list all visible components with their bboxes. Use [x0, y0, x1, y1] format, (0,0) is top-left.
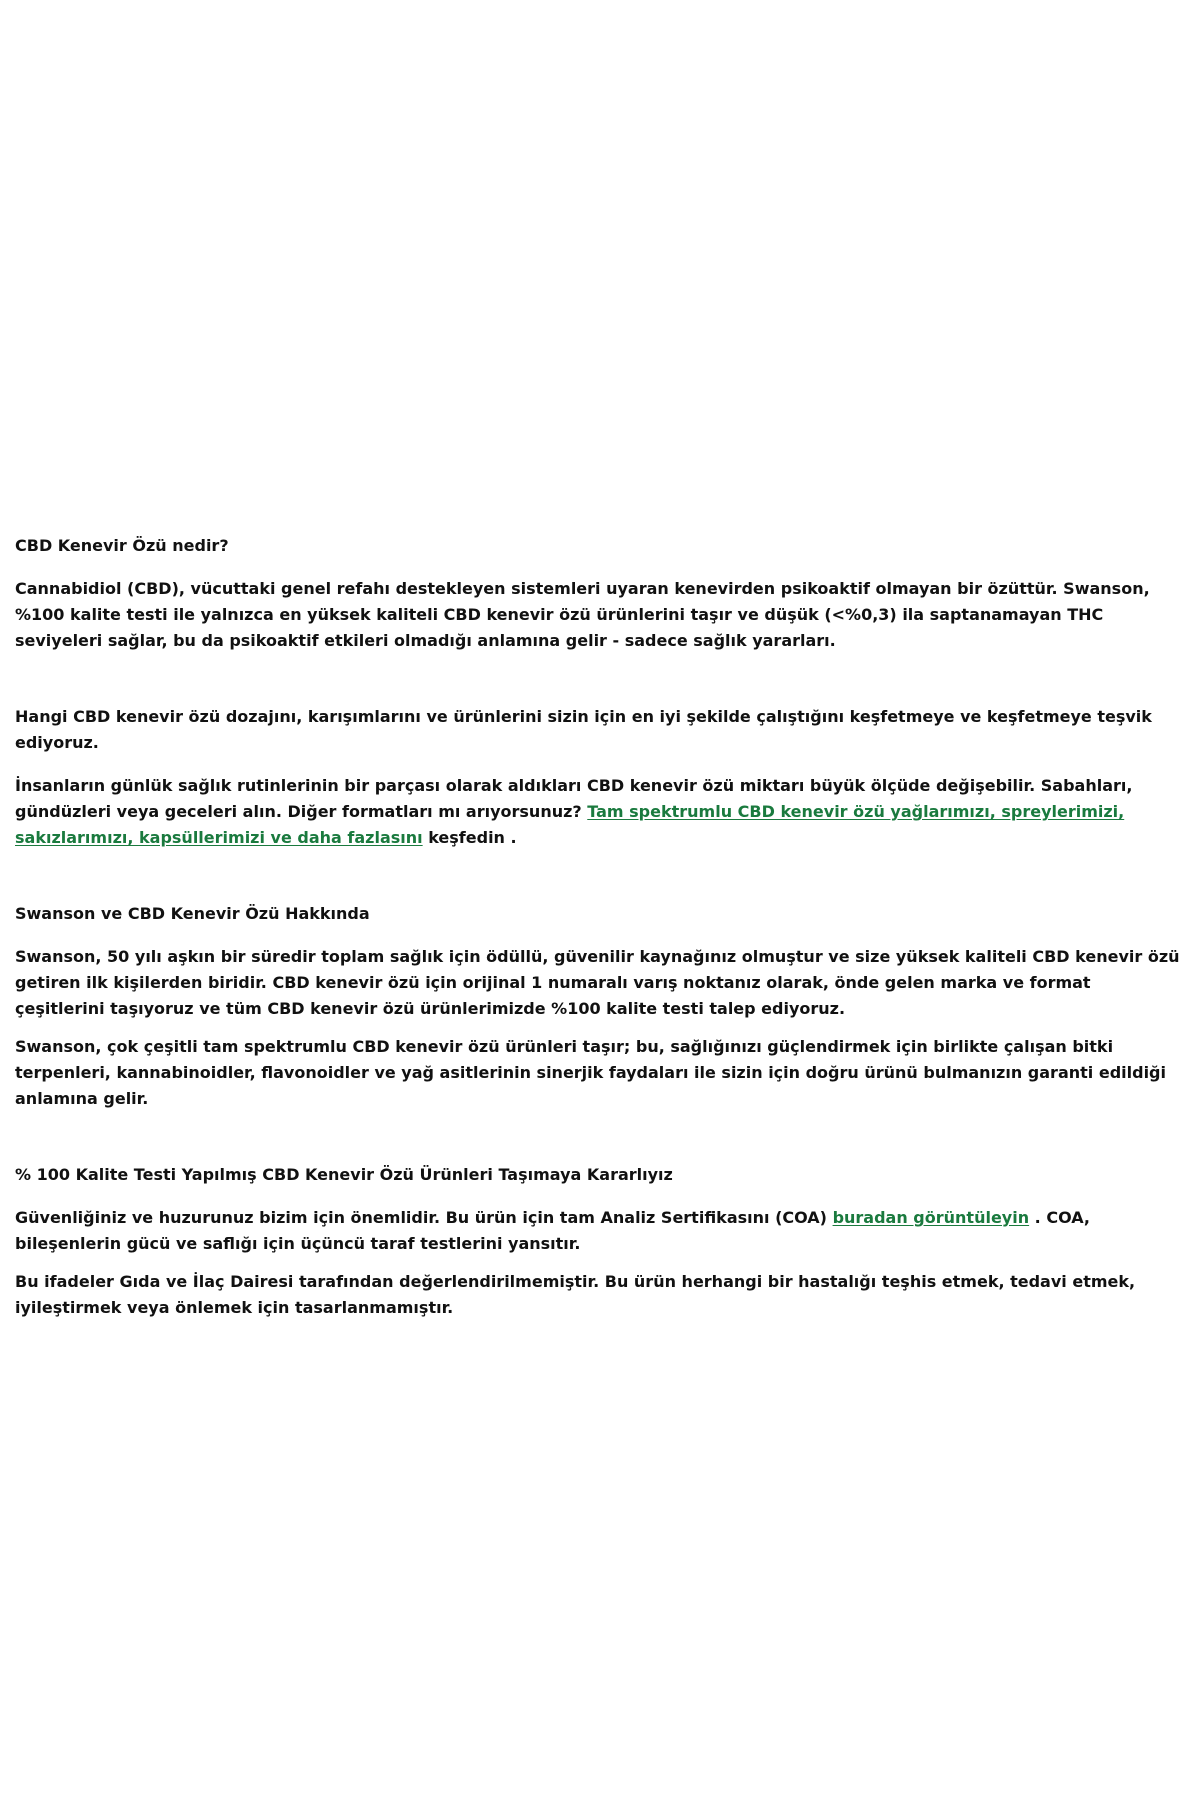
disclaimer-paragraph: Bu ifadeler Gıda ve İlaç Dairesi tarafından değerlendirilmemiştir. Bu ürün herhangi bir hastalığı teşhis etmek, tedavi etmek, iyileştirmek veya önlemek için tasarlanmamıştır. — [15, 1272, 1136, 1317]
section-paragraph: Swanson, çok çeşitli tam spektrumlu CBD kenevir özü ürünleri taşır; bu, sağlığınızı güçlendirmek için birlikte çalışan bitki terpenleri, kannabinoidler, flavonoidler ve yağ asitlerinin sinerjik faydaları ile sizin için doğru ürünü bulmanızın garanti edildiği anlamına gelir. — [15, 1037, 1166, 1108]
paragraph-text: . COA, bileşenlerin gücü ve saflığı için üçüncü taraf testlerini yansıtır. — [15, 1208, 1090, 1253]
paragraph-text: keşfedin . — [422, 828, 517, 847]
section-heading: Swanson ve CBD Kenevir Özü Hakkında — [15, 904, 370, 923]
products-link[interactable]: Tam spektrumlu CBD kenevir özü yağlarımızı, spreylerimizi, sakızlarımızı, kapsüllerimizi ve daha fazlasını — [15, 802, 1125, 847]
paragraph-text: Güvenliğiniz ve huzurunuz bizim için önemlidir. Bu ürün için tam Analiz Sertifikasını (COA) — [15, 1208, 833, 1227]
section-what-is-cbd — [15, 533, 1180, 654]
section-paragraph: Cannabidiol (CBD), vücuttaki genel refahı destekleyen sistemleri uyaran kenevirden psikoaktif olmayan bir özüttür. Swanson, %100 kalite testi ile yalnızca en yüksek kaliteli CBD kenevir özü ürünlerini taşır ve düşük (<%0,3) ila saptanamayan THC seviyeleri sağlar, bu da psikoaktif etkileri olmadığı anlamına gelir - sadece sağlık yararları. — [15, 579, 1150, 650]
coa-link[interactable]: buradan görüntüleyin — [832, 1208, 1030, 1227]
section-heading: CBD Kenevir Özü nedir? — [15, 536, 229, 555]
paragraph-text: İnsanların günlük sağlık rutinlerinin bir parçası olarak aldıkları CBD kenevir özü miktarı büyük ölçüde değişebilir. Sabahları, gündüzleri veya geceleri alın. Diğer formatları mı arıyorsunuz? — [15, 776, 1133, 821]
article-content — [15, 533, 1180, 1321]
section-paragraph — [15, 1205, 1180, 1257]
section-quality-testing — [15, 1162, 1180, 1321]
section-about-swanson — [15, 901, 1180, 1112]
section-paragraph — [15, 773, 1180, 851]
section-dosage — [15, 704, 1180, 851]
section-heading: Hangi CBD kenevir özü dozajını, karışımlarını ve ürünlerini sizin için en iyi şekilde çalıştığını keşfetmeye ve keşfetmeye teşvik ediyoruz. — [15, 707, 1152, 752]
section-heading: % 100 Kalite Testi Yapılmış CBD Kenevir Özü Ürünleri Taşımaya Kararlıyız — [15, 1165, 673, 1184]
section-paragraph: Swanson, 50 yılı aşkın bir süredir toplam sağlık için ödüllü, güvenilir kaynağınız olmuştur ve size yüksek kaliteli CBD kenevir özü getiren ilk kişilerden biridir. CBD kenevir özü için orijinal 1 numaralı varış noktanız olarak, önde gelen marka ve format çeşitlerini taşıyoruz ve tüm CBD kenevir özü ürünlerimizde %100 kalite testi talep ediyoruz. — [15, 947, 1180, 1018]
